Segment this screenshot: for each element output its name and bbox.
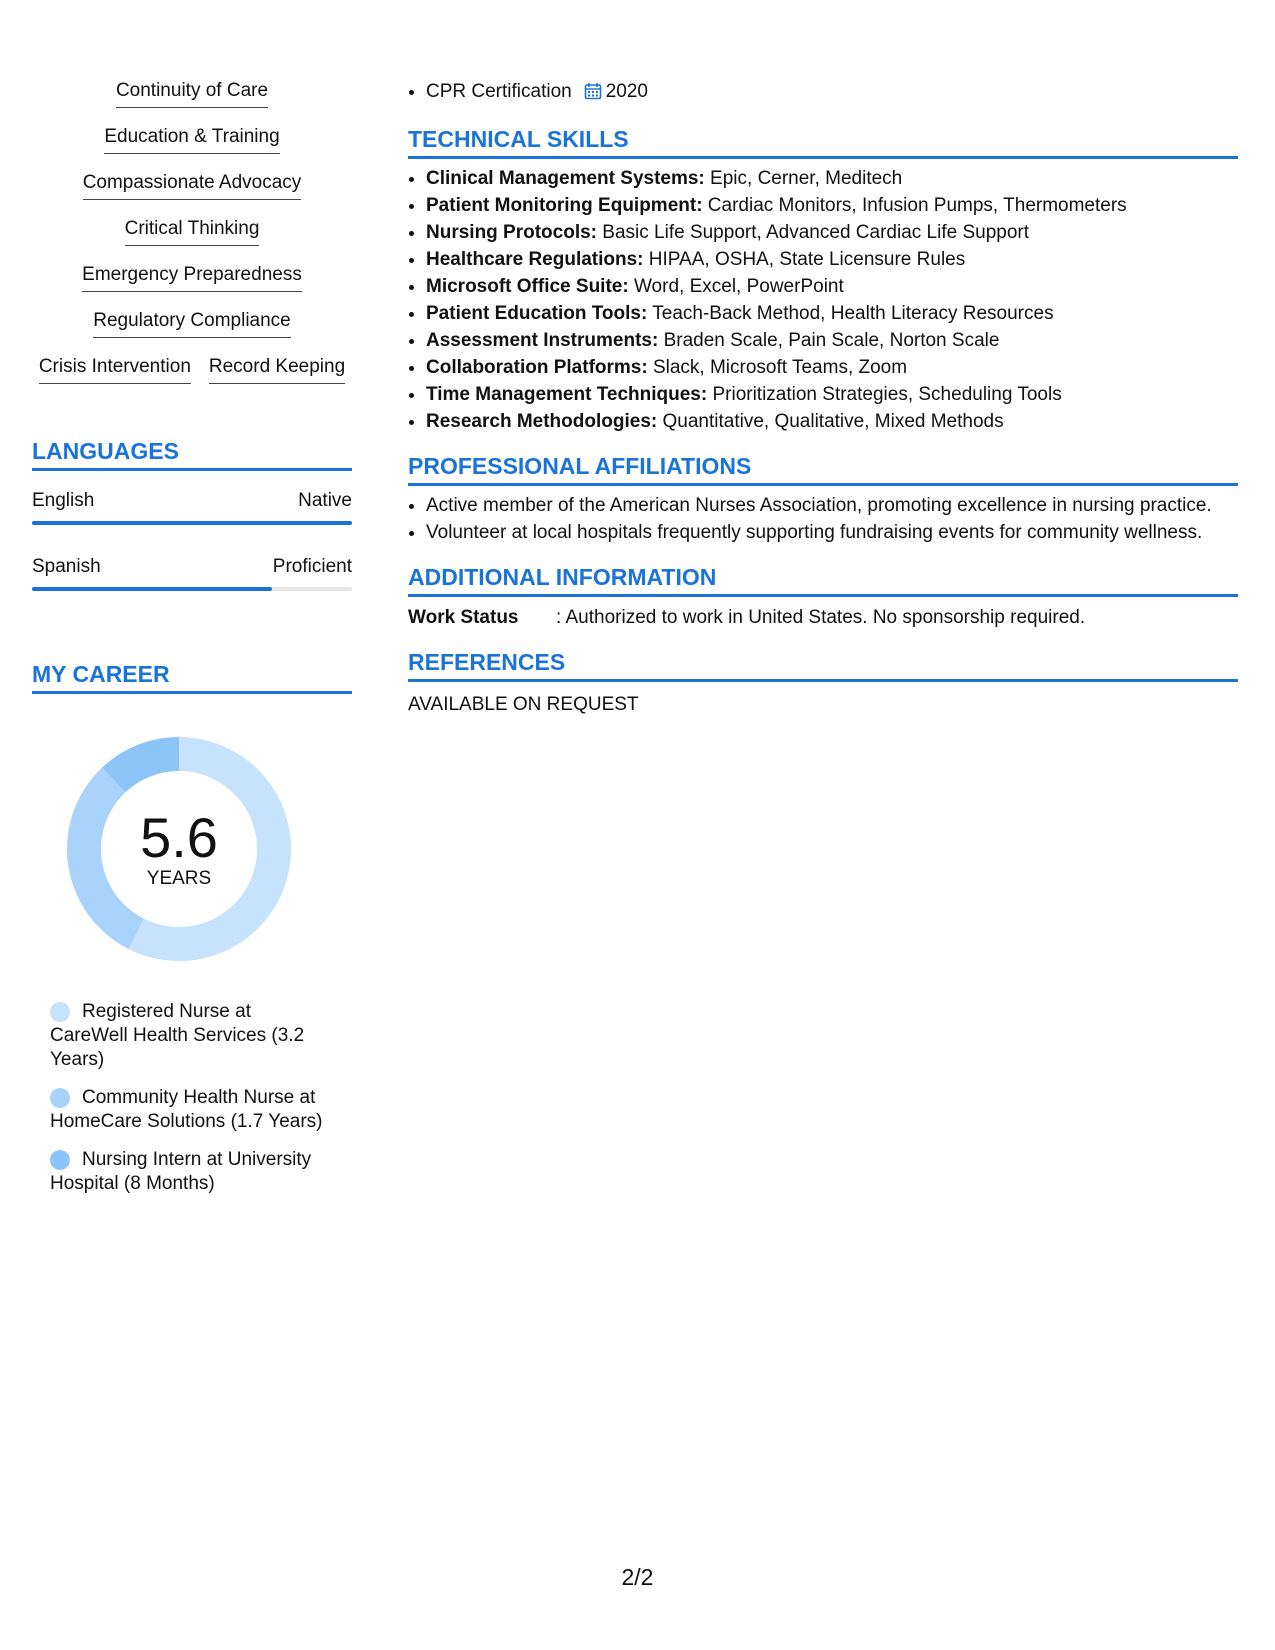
tech-skill-value: Quantitative, Qualitative, Mixed Methods — [657, 411, 1004, 432]
tech-skill-value: Cardiac Monitors, Infusion Pumps, Thermometers — [702, 195, 1127, 216]
additional-info-title: ADDITIONAL INFORMATION — [408, 562, 1238, 597]
tech-skill-label: Time Management Techniques: — [426, 384, 708, 405]
tech-skill-value: Teach-Back Method, Health Literacy Resources — [647, 303, 1054, 324]
tech-skill-label: Assessment Instruments: — [426, 330, 659, 351]
calendar-icon — [584, 81, 602, 108]
tech-skill-item — [426, 219, 1238, 246]
legend-label: Nursing Intern at University Hospital (8 Months) — [50, 1149, 312, 1194]
tech-skill-label: Microsoft Office Suite: — [426, 276, 629, 297]
career-total: 5.6 — [140, 806, 218, 869]
career-donut-chart — [64, 734, 294, 964]
tech-skill-value: HIPAA, OSHA, State Licensure Rules — [643, 249, 966, 270]
technical-skills-title: TECHNICAL SKILLS — [408, 124, 1238, 159]
language-level: Proficient — [272, 556, 352, 577]
tech-skill-value: Epic, Cerner, Meditech — [704, 168, 903, 189]
tech-skill-item — [426, 165, 1238, 192]
work-status-row — [408, 605, 1238, 631]
certification-year: 2020 — [605, 81, 648, 102]
skill-tag: Record Keeping — [209, 354, 345, 384]
skill-tag: Emergency Preparedness — [82, 262, 302, 292]
tech-skill-value: Basic Life Support, Advanced Cardiac Life Support — [597, 222, 1029, 243]
legend-label: Community Health Nurse at HomeCare Solutions (1.7 Years) — [50, 1087, 323, 1132]
skill-tag: Crisis Intervention — [39, 354, 191, 384]
career-legend — [50, 1000, 330, 1196]
legend-item — [50, 1000, 330, 1072]
tech-skill-value: Braden Scale, Pain Scale, Norton Scale — [658, 330, 1000, 351]
affiliation-item: • Active member of the American Nurses Association, promoting excellence in nursing practice. — [426, 492, 1238, 519]
tech-skill-item — [426, 381, 1238, 408]
donut-center — [64, 734, 294, 964]
tech-skill-item — [426, 327, 1238, 354]
tech-skill-value: Word, Excel, PowerPoint — [628, 276, 844, 297]
affiliations-list — [408, 492, 1238, 546]
career-unit: YEARS — [146, 868, 212, 889]
tech-skill-value: Slack, Microsoft Teams, Zoom — [647, 357, 908, 378]
references-title: REFERENCES — [408, 647, 1238, 682]
tech-skill-item — [426, 246, 1238, 273]
certification-item — [426, 78, 1238, 108]
language-spanish — [32, 555, 352, 591]
legend-item — [50, 1148, 330, 1196]
language-level: Native — [298, 490, 352, 511]
references-text: AVAILABLE ON REQUEST — [408, 694, 639, 715]
languages-title: LANGUAGES — [32, 436, 352, 471]
language-name: English — [32, 490, 95, 511]
skill-tag: Continuity of Care — [116, 78, 268, 108]
tech-skill-item — [426, 273, 1238, 300]
legend-item — [50, 1086, 330, 1134]
work-status-value: : Authorized to work in United States. No sponsorship required. — [556, 607, 1086, 628]
language-bar-fill — [32, 587, 272, 591]
tech-skill-label: Patient Education Tools: — [426, 303, 648, 324]
legend-dot-icon — [50, 1088, 70, 1108]
tech-skill-value: Prioritization Strategies, Scheduling Tools — [707, 384, 1062, 405]
language-name: Spanish — [32, 556, 101, 577]
tech-skill-item — [426, 192, 1238, 219]
affiliation-item: • Volunteer at local hospitals frequently supporting fundraising events for community wellness. — [426, 519, 1238, 546]
language-bar — [32, 521, 352, 525]
technical-skills-list — [408, 165, 1238, 435]
left-column — [32, 78, 352, 1210]
affiliations-title: PROFESSIONAL AFFILIATIONS — [408, 451, 1238, 486]
skill-tag: Critical Thinking — [125, 216, 260, 246]
language-bar-fill — [32, 521, 352, 525]
skill-tag: Education & Training — [104, 124, 279, 154]
tech-skill-item — [426, 354, 1238, 381]
tech-skill-label: Collaboration Platforms: — [426, 357, 648, 378]
page-number: 2/2 — [621, 1564, 654, 1590]
work-status-label: Work Status — [408, 607, 519, 628]
certification-name: CPR Certification — [426, 81, 572, 102]
skill-tag: Compassionate Advocacy — [83, 170, 302, 200]
tech-skill-label: Nursing Protocols: — [426, 222, 598, 243]
legend-dot-icon — [50, 1002, 70, 1022]
career-title: MY CAREER — [32, 659, 352, 694]
legend-label: Registered Nurse at CareWell Health Services (3.2 Years) — [50, 1001, 305, 1070]
tech-skill-label: Clinical Management Systems: — [426, 168, 705, 189]
tech-skill-label: Research Methodologies: — [426, 411, 658, 432]
certifications-list — [408, 78, 1238, 108]
skill-tag: Regulatory Compliance — [93, 308, 291, 338]
language-english — [32, 489, 352, 525]
tech-skill-item — [426, 300, 1238, 327]
right-column — [408, 78, 1238, 718]
tech-skill-label: Patient Monitoring Equipment: — [426, 195, 703, 216]
tech-skill-item — [426, 408, 1238, 435]
skills-tags — [32, 78, 352, 400]
legend-dot-icon — [50, 1150, 70, 1170]
tech-skill-label: Healthcare Regulations: — [426, 249, 644, 270]
language-bar — [32, 587, 352, 591]
